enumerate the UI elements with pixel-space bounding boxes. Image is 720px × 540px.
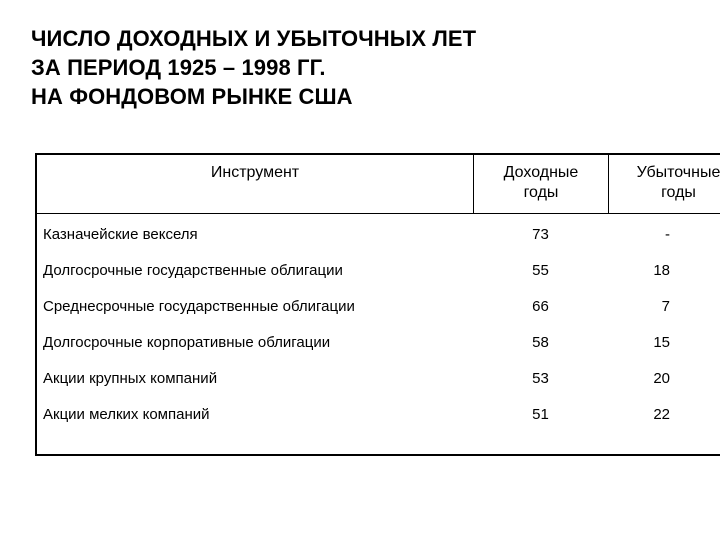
table-header — [37, 155, 720, 214]
profit-years-value: 66 — [532, 298, 549, 315]
loss-years-value: 7 — [661, 298, 670, 315]
profit-years-value: 55 — [532, 262, 549, 279]
table-row — [37, 397, 720, 433]
instrument-name: Казначейские векселя — [43, 226, 198, 243]
profit-years-value: 53 — [532, 370, 549, 387]
table-row — [37, 325, 720, 361]
instrument-name: Акции мелких компаний — [43, 406, 210, 423]
loss-years-value: - — [665, 226, 670, 243]
loss-years-value: 20 — [653, 370, 670, 387]
loss-years-value: 18 — [653, 262, 670, 279]
page-title — [31, 24, 691, 111]
instrument-name: Среднесрочные государственные облигации — [43, 298, 355, 315]
loss-years-value: 22 — [653, 406, 670, 423]
profit-years-value: 73 — [532, 226, 549, 243]
title-line-2: ЗА ПЕРИОД 1925 – 1998 ГГ. — [31, 55, 326, 80]
header-instrument: Инструмент — [210, 164, 300, 181]
years-table — [35, 153, 720, 456]
header-profit-years: Доходные годы — [473, 155, 608, 213]
table-row — [37, 253, 720, 289]
table-row — [37, 361, 720, 397]
instrument-name: Долгосрочные государственные облигации — [43, 262, 343, 279]
instrument-name: Долгосрочные корпоративные облигации — [43, 334, 331, 351]
title-line-3: НА ФОНДОВОМ РЫНКЕ США — [31, 84, 353, 109]
instrument-name: Акции крупных компаний — [43, 370, 218, 387]
header-loss-years: Убыточные годы — [608, 155, 720, 213]
profit-years-value: 51 — [532, 406, 549, 423]
loss-years-value: 15 — [653, 334, 670, 351]
title-line-1: ЧИСЛО ДОХОДНЫХ И УБЫТОЧНЫХ ЛЕТ — [31, 26, 477, 51]
profit-years-value: 58 — [532, 334, 549, 351]
table-row — [37, 217, 720, 253]
table-row — [37, 289, 720, 325]
